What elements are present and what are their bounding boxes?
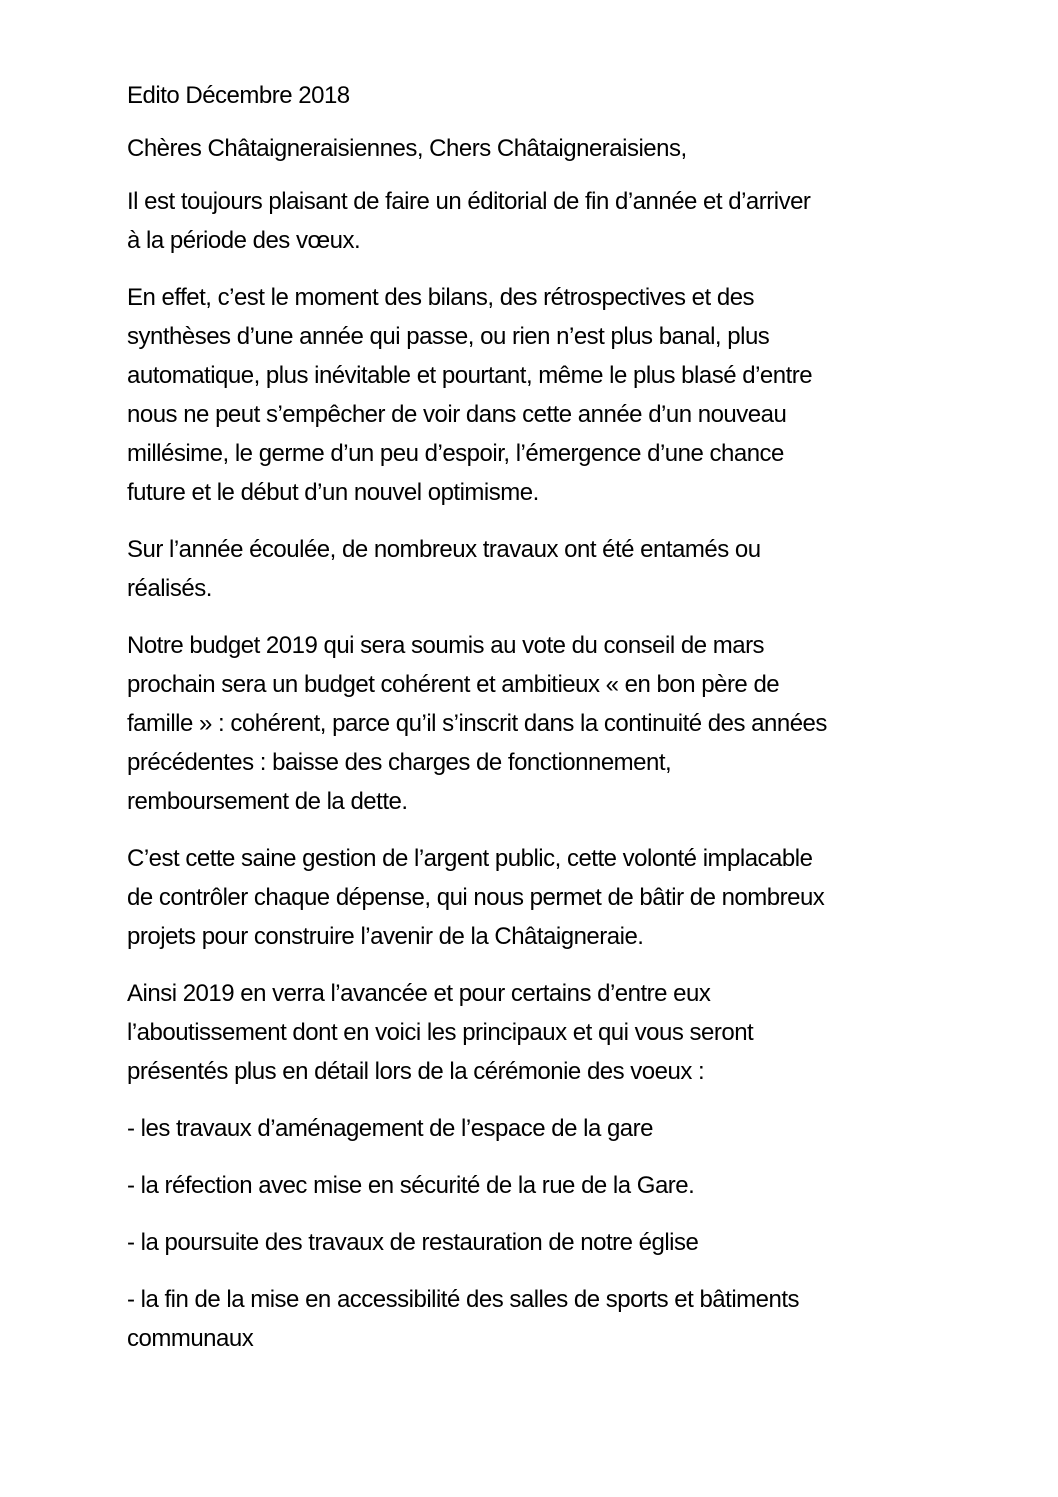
- paragraph-travaux: Sur l’année écoulée, de nombreux travaux ont été entamés ou réalisés.: [127, 536, 761, 602]
- document-heading: Edito Décembre 2018: [127, 82, 350, 109]
- list-item: - la fin de la mise en accessibilité des salles de sports et bâtiments communaux: [127, 1286, 800, 1352]
- list-item: - la poursuite des travaux de restauration de notre église: [127, 1229, 699, 1256]
- list-item: - les travaux d’aménagement de l’espace de la gare: [127, 1115, 653, 1142]
- list-item: - la réfection avec mise en sécurité de la rue de la Gare.: [127, 1172, 695, 1199]
- paragraph-bilans: En effet, c’est le moment des bilans, des rétrospectives et des synthèses d’une année qui passe, ou rien n’est plus banal, plus automatique, plus inévitable et pourtant, même le plus blasé d’entre nous ne peut s’empêcher de voir dans cette année d’un nouveau millésime, le germe d’un peu d’espoir, l’émergence d’une chance future et le début d’un nouvel optimisme.: [127, 284, 813, 506]
- salutation: Chères Châtaigneraisiennes, Chers Châtaigneraisiens,: [127, 135, 687, 162]
- document-page: [127, 76, 927, 1358]
- paragraph-intro: Il est toujours plaisant de faire un éditorial de fin d’année et d’arriver à la période des vœux.: [127, 188, 811, 254]
- paragraph-projets: Ainsi 2019 en verra l’avancée et pour certains d’entre eux l’aboutissement dont en voici les principaux et qui vous seront présentés plus en détail lors de la cérémonie des voeux :: [127, 980, 754, 1085]
- paragraph-gestion: C’est cette saine gestion de l’argent public, cette volonté implacable de contrôler chaque dépense, qui nous permet de bâtir de nombreux projets pour construire l’avenir de la Châtaigneraie.: [127, 845, 825, 950]
- paragraph-budget: Notre budget 2019 qui sera soumis au vote du conseil de mars prochain sera un budget cohérent et ambitieux « en bon père de famille » : cohérent, parce qu’il s’inscrit dans la continuité des années précédentes : baisse des charges de fonctionnement, remboursement de la dette.: [127, 632, 827, 815]
